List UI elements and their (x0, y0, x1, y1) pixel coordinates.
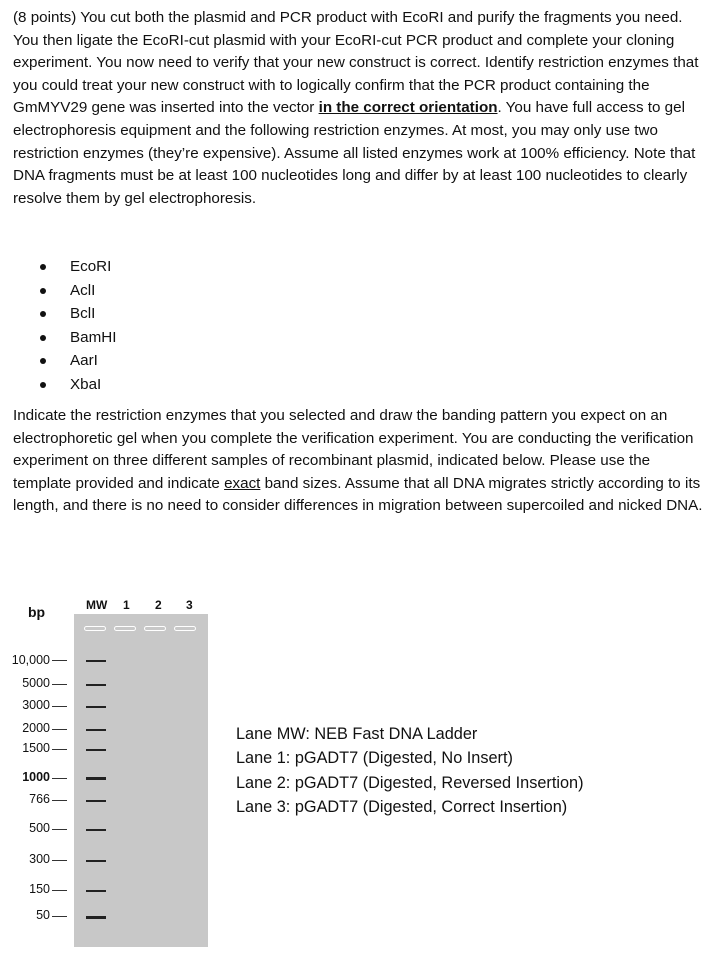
ladder-label: 2000 (22, 721, 50, 735)
bullet-icon (40, 264, 46, 270)
ladder-band (86, 890, 106, 892)
ladder-label: 500 (29, 821, 50, 835)
ladder-band (86, 660, 106, 662)
list-item: EcoRI (40, 255, 116, 279)
ladder-band (86, 860, 106, 862)
ladder-tick (52, 778, 67, 779)
enzyme-list (40, 255, 116, 397)
well-lane-2 (144, 626, 166, 631)
ladder-label: 150 (29, 882, 50, 896)
legend-item: Lane 2: pGADT7 (Digested, Reversed Insertion) (236, 773, 584, 792)
legend-item: Lane MW: NEB Fast DNA Ladder (236, 725, 478, 743)
bullet-icon (40, 311, 46, 317)
ladder-tick (52, 890, 67, 891)
lane-header-mw: MW (86, 598, 108, 612)
list-item: AclI (40, 279, 116, 303)
question-paragraph-2 (13, 405, 703, 518)
p1-text-a: (8 points) You cut both the plasmid and PCR product with EcoRI and purify the fragments you need. You then ligate the EcoRI-cut plasmid with your EcoRI-cut PCR product and complete your cloning experiment. You now need to verify that your new construct is correct. Identify restriction enzymes that you could treat your new construct with to logically confirm that the PCR product containing the GmMYV29 gene was inserted into the vector (13, 9, 699, 117)
bullet-icon (40, 288, 46, 294)
well-mw (84, 626, 106, 631)
ladder-tick (52, 729, 67, 730)
ladder-label: 5000 (22, 676, 50, 690)
ladder-tick (52, 660, 67, 661)
p2-emphasis: exact (224, 474, 261, 492)
bullet-icon (40, 382, 46, 388)
ladder-tick (52, 916, 67, 917)
ladder-band (86, 729, 106, 731)
lane-header-2: 2 (155, 598, 162, 612)
well-lane-1 (114, 626, 136, 631)
ladder-label-bold: 1000 (22, 770, 50, 784)
ladder-label: 3000 (22, 698, 50, 712)
ladder-band (86, 800, 106, 802)
ladder-band (86, 706, 106, 708)
ladder-tick (52, 860, 67, 861)
legend-item: Lane 3: pGADT7 (Digested, Correct Insertion) (236, 797, 568, 816)
p1-text-b: . You have full access to gel electrophoresis equipment and the following restriction enzymes. At most, you may only use two restriction enzymes (they’re expensive). Assume all listed enzymes work at 100% efficiency. Note that DNA fragments must be at least 100 nucleotides long and differ by at least 100 nucleotides to clearly resolve them by gel electrophoresis. (13, 99, 696, 207)
p2-text-b: band sizes. Assume that all DNA migrates strictly according to its length, and there is no need to consider differences in migration between supercoiled and nicked DNA. (13, 474, 703, 515)
bullet-icon (40, 358, 46, 364)
list-item: AarI (40, 349, 116, 373)
ladder-tick (52, 749, 67, 750)
ladder-tick (52, 829, 67, 830)
question-paragraph-1 (13, 7, 703, 210)
ladder-label: 10,000 (11, 653, 50, 667)
ladder-band-bold (86, 777, 106, 780)
ladder-tick (52, 684, 67, 685)
ladder-label: 1500 (22, 741, 50, 755)
well-lane-3 (174, 626, 196, 631)
lane-header-3: 3 (186, 598, 193, 612)
gel-template[interactable] (74, 614, 208, 947)
ladder-band (86, 684, 106, 686)
ladder-band (86, 916, 106, 919)
lane-header-1: 1 (123, 598, 130, 612)
bp-axis-label: bp (28, 604, 46, 620)
list-item: BamHI (40, 326, 116, 350)
lane-legend (236, 722, 584, 819)
list-item: BclI (40, 302, 116, 326)
ladder-tick (52, 706, 67, 707)
ladder-band (86, 829, 106, 831)
legend-item: Lane 1: pGADT7 (Digested, No Insert) (236, 749, 513, 768)
bullet-icon (40, 335, 46, 341)
ladder-tick (52, 800, 67, 801)
p1-emphasis: in the correct orientation (318, 99, 498, 117)
list-item: XbaI (40, 373, 116, 397)
ladder-label: 766 (29, 792, 50, 806)
ladder-label: 50 (36, 908, 50, 922)
ladder-label: 300 (29, 852, 50, 866)
p2-text-a: Indicate the restriction enzymes that you selected and draw the banding pattern you expect on an electrophoretic gel when you complete the verification experiment. You are conducting the verification experiment on three different samples of recombinant plasmid, indicated below. Please use the template provided and indicate (13, 407, 694, 492)
ladder-band (86, 749, 106, 751)
